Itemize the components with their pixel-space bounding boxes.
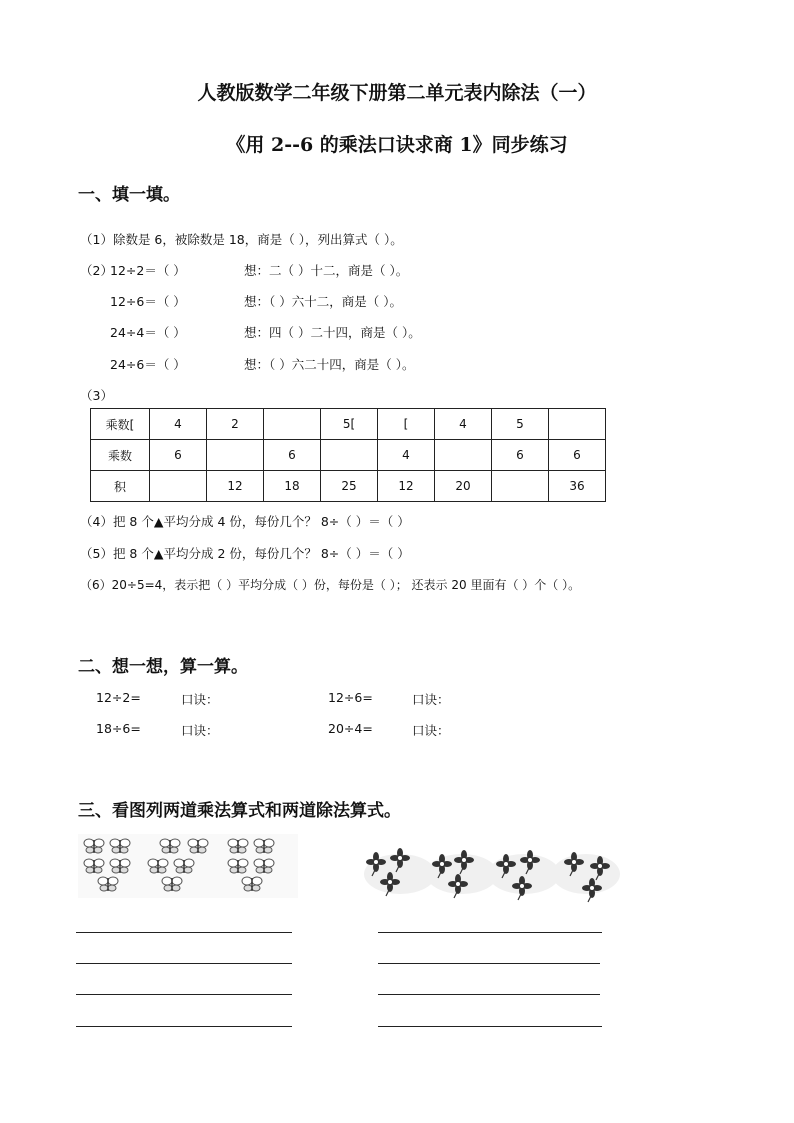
table-cell — [264, 409, 321, 440]
table-cell: 乘数 — [91, 440, 150, 471]
answer-line[interactable] — [76, 994, 292, 995]
calc-label-4: 口诀： — [412, 723, 450, 738]
table-cell: 12 — [378, 471, 435, 502]
answer-line[interactable] — [76, 1026, 292, 1027]
question-3-label: （3） — [80, 388, 113, 403]
calc-label-1: 口诀： — [181, 692, 219, 707]
flowers-icon — [360, 846, 622, 910]
table-cell — [321, 440, 378, 471]
table-cell: 乘数[ — [91, 409, 150, 440]
question-2d-expr: 24÷6＝（ ） — [110, 357, 186, 372]
calc-label-2: 口诀： — [412, 692, 450, 707]
question-6: （6）20÷5=4，表示把（ ）平均分成（ ）份，每份是（ ）； 还表示 20 里面有（ ）个（ ）。 — [80, 578, 581, 592]
butterflies-icon — [78, 834, 298, 898]
calc-expr-3: 18÷6= — [96, 721, 141, 736]
answer-line[interactable] — [76, 963, 292, 964]
table-cell — [207, 440, 264, 471]
table-cell: 6 — [549, 440, 606, 471]
answer-line[interactable] — [378, 932, 602, 933]
table-cell: 6 — [150, 440, 207, 471]
table-cell: 25 — [321, 471, 378, 502]
table-cell: 36 — [549, 471, 606, 502]
calc-expr-1: 12÷2= — [96, 690, 141, 705]
table-cell — [150, 471, 207, 502]
multiplication-table — [90, 408, 606, 502]
answer-line[interactable] — [378, 963, 600, 964]
calc-expr-2: 12÷6= — [328, 690, 373, 705]
question-1: （1）除数是 6，被除数是 18，商是（ ），列出算式（ ）。 — [80, 232, 403, 247]
table-cell: 5[ — [321, 409, 378, 440]
question-2-prefix: （2） — [80, 263, 113, 278]
answer-line[interactable] — [378, 1026, 602, 1027]
question-5: （5）把 8 个▲平均分成 2 份，每份几个？ 8÷（ ）＝（ ） — [80, 546, 410, 561]
question-2c-hint: 想：四（ ）二十四，商是（ ）。 — [244, 325, 421, 340]
section1-heading: 一、填一填。 — [78, 185, 180, 205]
calc-expr-4: 20÷4= — [328, 721, 373, 736]
table-cell: 5 — [492, 409, 549, 440]
page-title: 人教版数学二年级下册第二单元表内除法（一） — [197, 82, 597, 104]
question-2a-hint: 想：二（ ）十二，商是（ ）。 — [244, 263, 409, 278]
page-subtitle: 《用 2--6 的乘法口诀求商 1》同步练习 — [226, 134, 568, 156]
table-cell: 20 — [435, 471, 492, 502]
table-cell: 4 — [435, 409, 492, 440]
table-cell — [435, 440, 492, 471]
question-4: （4）把 8 个▲平均分成 4 份，每份几个？ 8÷（ ）＝（ ） — [80, 514, 410, 529]
table-cell: 2 — [207, 409, 264, 440]
question-2b-expr: 12÷6＝（ ） — [110, 294, 186, 309]
answer-line[interactable] — [76, 932, 292, 933]
section3-heading: 三、看图列两道乘法算式和两道除法算式。 — [78, 801, 401, 821]
table-cell: 18 — [264, 471, 321, 502]
table-cell: 积 — [91, 471, 150, 502]
question-2a-expr: 12÷2＝（ ） — [110, 263, 186, 278]
section2-heading: 二、想一想，算一算。 — [78, 657, 248, 677]
calc-label-3: 口诀： — [181, 723, 219, 738]
table-row — [91, 471, 606, 502]
table-cell — [492, 471, 549, 502]
table-row — [91, 409, 606, 440]
table-cell: 4 — [378, 440, 435, 471]
table-cell: 6 — [264, 440, 321, 471]
table-cell — [549, 409, 606, 440]
table-cell: 4 — [150, 409, 207, 440]
answer-line[interactable] — [378, 994, 600, 995]
table-cell: 6 — [492, 440, 549, 471]
table-cell: [ — [378, 409, 435, 440]
table-row — [91, 440, 606, 471]
table-cell: 12 — [207, 471, 264, 502]
question-2d-hint: 想：（ ）六二十四，商是（ ）。 — [244, 357, 415, 372]
question-2b-hint: 想：（ ）六十二，商是（ ）。 — [244, 294, 402, 309]
question-2c-expr: 24÷4＝（ ） — [110, 325, 186, 340]
